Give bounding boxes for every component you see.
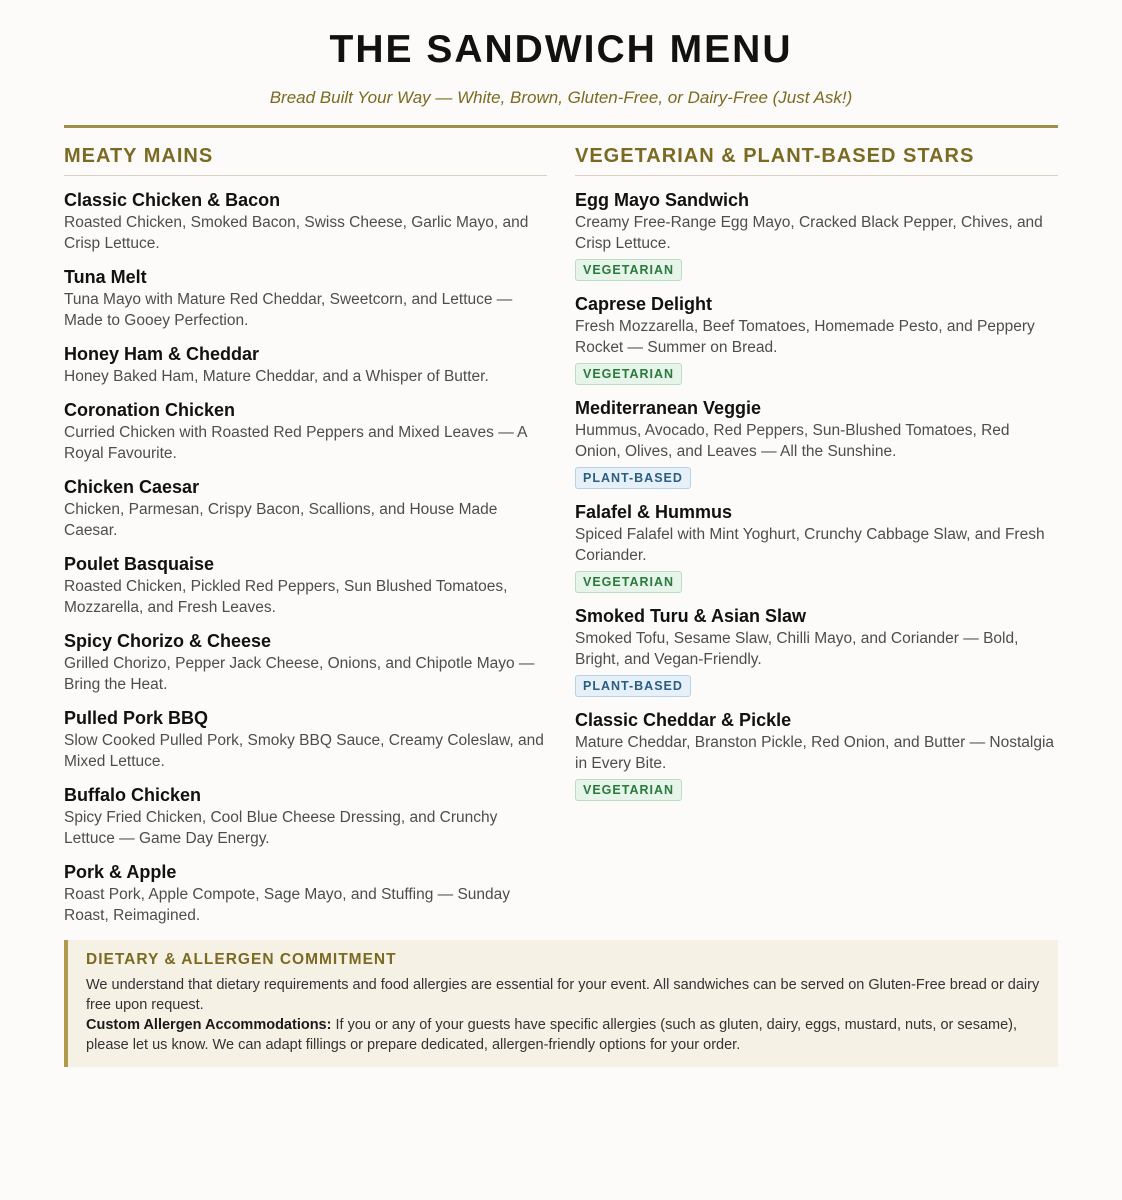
meaty-mains-heading: MEATY MAINS [64,144,547,176]
item-description: Fresh Mozzarella, Beef Tomatoes, Homemade Pesto, and Peppery Rocket — Summer on Bread. [575,318,1035,356]
item-name: Caprese Delight [575,294,713,314]
menu-item [575,605,1058,697]
vegetarian-badge: VEGETARIAN [575,363,682,385]
allergen-notice [64,940,1058,1067]
item-name: Pulled Pork BBQ [64,708,209,728]
item-name: Smoked Turu & Asian Slaw [575,606,807,626]
item-name: Tuna Melt [64,267,147,287]
allergen-accommodations-label: Custom Allergen Accommodations: [86,1017,332,1033]
menu-item [575,293,1058,385]
allergen-body [86,975,1040,1055]
vegetarian-list [575,189,1058,801]
plant-based-badge: PLANT-BASED [575,467,691,489]
item-name: Coronation Chicken [64,400,236,420]
menu-item [64,707,547,772]
item-description: Spiced Falafel with Mint Yoghurt, Crunchy Cabbage Slaw, and Fresh Coriander. [575,526,1045,564]
menu-item [64,861,547,926]
menu-item [64,553,547,618]
meaty-mains-list [64,189,547,926]
menu-item [64,476,547,541]
menu-item [575,709,1058,801]
menu-item [64,630,547,695]
item-name: Classic Cheddar & Pickle [575,710,792,730]
vegetarian-badge: VEGETARIAN [575,779,682,801]
menu-item [575,397,1058,489]
item-description: Roasted Chicken, Pickled Red Peppers, Sun Blushed Tomatoes, Mozzarella, and Fresh Leaves. [64,578,508,616]
menu-item [64,343,547,387]
item-description: Slow Cooked Pulled Pork, Smoky BBQ Sauce, Creamy Coleslaw, and Mixed Lettuce. [64,732,544,770]
menu-item [64,266,547,331]
vegetarian-badge: VEGETARIAN [575,259,682,281]
vegetarian-badge: VEGETARIAN [575,571,682,593]
allergen-intro-text: We understand that dietary requirements and food allergies are essential for your event. All sandwiches can be served on Gluten-Free bread or dairy free upon request. [86,977,1040,1013]
page-subtitle: Bread Built Your Way — White, Brown, Gluten-Free, or Dairy-Free (Just Ask!) [269,88,853,107]
item-description: Hummus, Avocado, Red Peppers, Sun-Blushed Tomatoes, Red Onion, Olives, and Leaves — All the Sunshine. [575,422,1010,460]
item-name: Falafel & Hummus [575,502,733,522]
allergen-accommodations-text: If you or any of your guests have specific allergies (such as gluten, dairy, eggs, mustard, nuts, or sesame), please let us know. We can adapt fillings or prepare dedicated, allergen-friendly options for your order. [86,1017,1018,1053]
item-description: Chicken, Parmesan, Crispy Bacon, Scallions, and House Made Caesar. [64,501,498,539]
item-description: Mature Cheddar, Branston Pickle, Red Onion, and Butter — Nostalgia in Every Bite. [575,734,1055,772]
item-description: Smoked Tofu, Sesame Slaw, Chilli Mayo, and Coriander — Bold, Bright, and Vegan-Friendly. [575,630,1019,668]
page-title: THE SANDWICH MENU [329,28,793,71]
header-divider [64,125,1058,128]
menu-columns [64,144,1058,938]
item-name: Mediterranean Veggie [575,398,762,418]
item-name: Egg Mayo Sandwich [575,190,750,210]
item-name: Classic Chicken & Bacon [64,190,281,210]
item-description: Roasted Chicken, Smoked Bacon, Swiss Cheese, Garlic Mayo, and Crisp Lettuce. [64,214,529,252]
menu-item [64,784,547,849]
plant-based-badge: PLANT-BASED [575,675,691,697]
menu-item [64,399,547,464]
item-name: Pork & Apple [64,862,177,882]
item-description: Roast Pork, Apple Compote, Sage Mayo, and Stuffing — Sunday Roast, Reimagined. [64,886,511,924]
item-description: Creamy Free-Range Egg Mayo, Cracked Black Pepper, Chives, and Crisp Lettuce. [575,214,1043,252]
item-description: Grilled Chorizo, Pepper Jack Cheese, Onions, and Chipotle Mayo — Bring the Heat. [64,655,535,693]
item-name: Honey Ham & Cheddar [64,344,260,364]
meaty-mains-section [64,144,547,938]
menu-item [575,189,1058,281]
vegetarian-section [575,144,1058,938]
menu-item [64,189,547,254]
item-name: Spicy Chorizo & Cheese [64,631,272,651]
item-name: Poulet Basquaise [64,554,215,574]
menu-item [575,501,1058,593]
item-description: Curried Chicken with Roasted Red Peppers and Mixed Leaves — A Royal Favourite. [64,424,527,462]
item-description: Honey Baked Ham, Mature Cheddar, and a Whisper of Butter. [64,368,489,385]
item-description: Tuna Mayo with Mature Red Cheddar, Sweetcorn, and Lettuce — Made to Gooey Perfection. [64,291,513,329]
vegetarian-heading: VEGETARIAN & PLANT-BASED STARS [575,144,1058,176]
allergen-heading: DIETARY & ALLERGEN COMMITMENT [86,951,397,968]
item-name: Chicken Caesar [64,477,200,497]
item-name: Buffalo Chicken [64,785,202,805]
item-description: Spicy Fried Chicken, Cool Blue Cheese Dressing, and Crunchy Lettuce — Game Day Energy. [64,809,498,847]
